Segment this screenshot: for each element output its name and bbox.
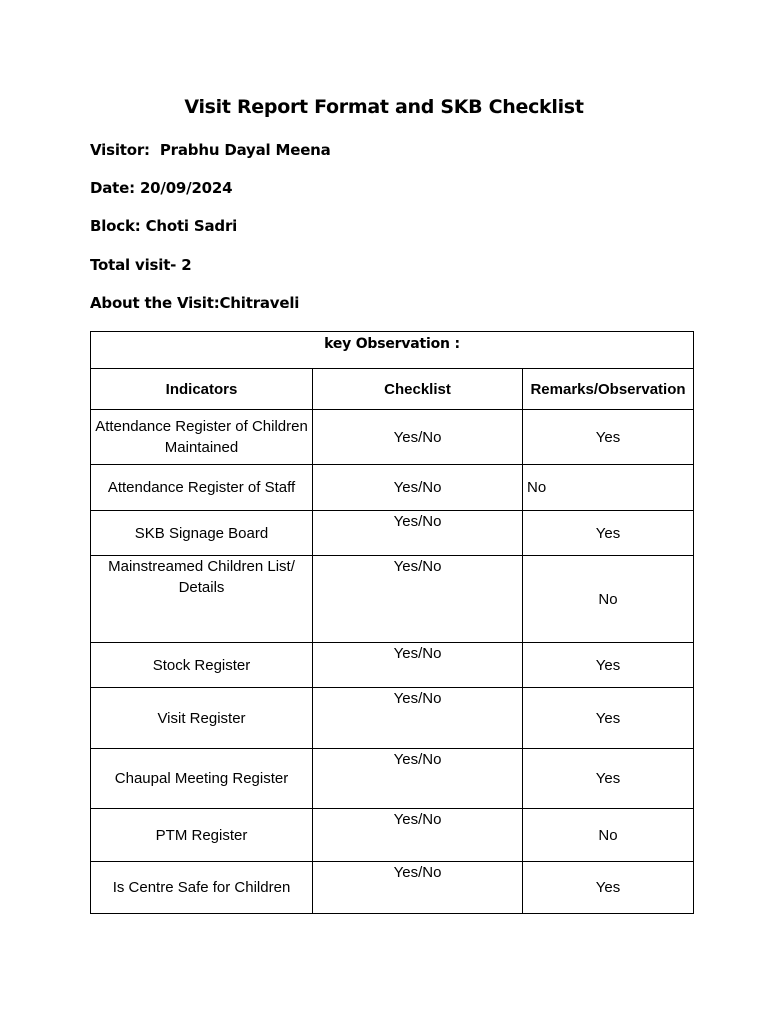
indicator-cell: Attendance Register of Children Maintained	[91, 410, 313, 465]
remark-cell: No	[523, 809, 694, 862]
remark-cell: Yes	[523, 511, 694, 556]
checklist-cell: Yes/No	[313, 511, 523, 556]
indicator-cell: Visit Register	[91, 688, 313, 749]
checklist-cell: Yes/No	[313, 465, 523, 511]
table-row	[91, 643, 694, 688]
table-row	[91, 749, 694, 809]
table-row	[91, 862, 694, 914]
indicator-cell: PTM Register	[91, 809, 313, 862]
visitor-name: Prabhu Dayal Meena	[159, 141, 331, 159]
table-row	[91, 410, 694, 465]
indicator-cell: SKB Signage Board	[91, 511, 313, 556]
checklist-cell: Yes/No	[313, 688, 523, 749]
table-caption: key Observation :	[91, 332, 694, 369]
column-header-checklist: Checklist	[313, 369, 523, 410]
checklist-cell: Yes/No	[313, 643, 523, 688]
remark-cell: Yes	[523, 410, 694, 465]
page-title: Visit Report Format and SKB Checklist	[184, 96, 584, 118]
remark-cell: Yes	[523, 688, 694, 749]
table-row	[91, 809, 694, 862]
total-visit-line: Total visit- 2	[90, 256, 192, 274]
checklist-table	[90, 331, 694, 914]
visitor-line	[90, 140, 331, 160]
about-visit-line: About the Visit:Chitraveli	[90, 294, 300, 312]
remark-cell: No	[523, 556, 694, 643]
checklist-cell: Yes/No	[313, 556, 523, 643]
column-header-indicators: Indicators	[91, 369, 313, 410]
table-row	[91, 465, 694, 511]
table-row	[91, 511, 694, 556]
checklist-cell: Yes/No	[313, 809, 523, 862]
indicator-cell: Is Centre Safe for Children	[91, 862, 313, 914]
indicator-cell: Stock Register	[91, 643, 313, 688]
indicator-cell: Mainstreamed Children List/ Details	[91, 556, 313, 643]
remark-cell: Yes	[523, 749, 694, 809]
column-header-remarks: Remarks/Observation	[523, 369, 694, 410]
table-caption-row	[91, 332, 694, 369]
table-row	[91, 688, 694, 749]
checklist-cell: Yes/No	[313, 410, 523, 465]
remark-cell: No	[523, 465, 694, 511]
date-line: Date: 20/09/2024	[90, 179, 233, 197]
checklist-cell: Yes/No	[313, 862, 523, 914]
remark-cell: Yes	[523, 862, 694, 914]
block-line: Block: Choti Sadri	[90, 217, 238, 235]
visitor-label: Visitor:	[90, 141, 150, 159]
checklist-cell: Yes/No	[313, 749, 523, 809]
table-header-row	[91, 369, 694, 410]
table-row	[91, 556, 694, 643]
indicator-cell: Chaupal Meeting Register	[91, 749, 313, 809]
remark-cell: Yes	[523, 643, 694, 688]
indicator-cell: Attendance Register of Staff	[91, 465, 313, 511]
